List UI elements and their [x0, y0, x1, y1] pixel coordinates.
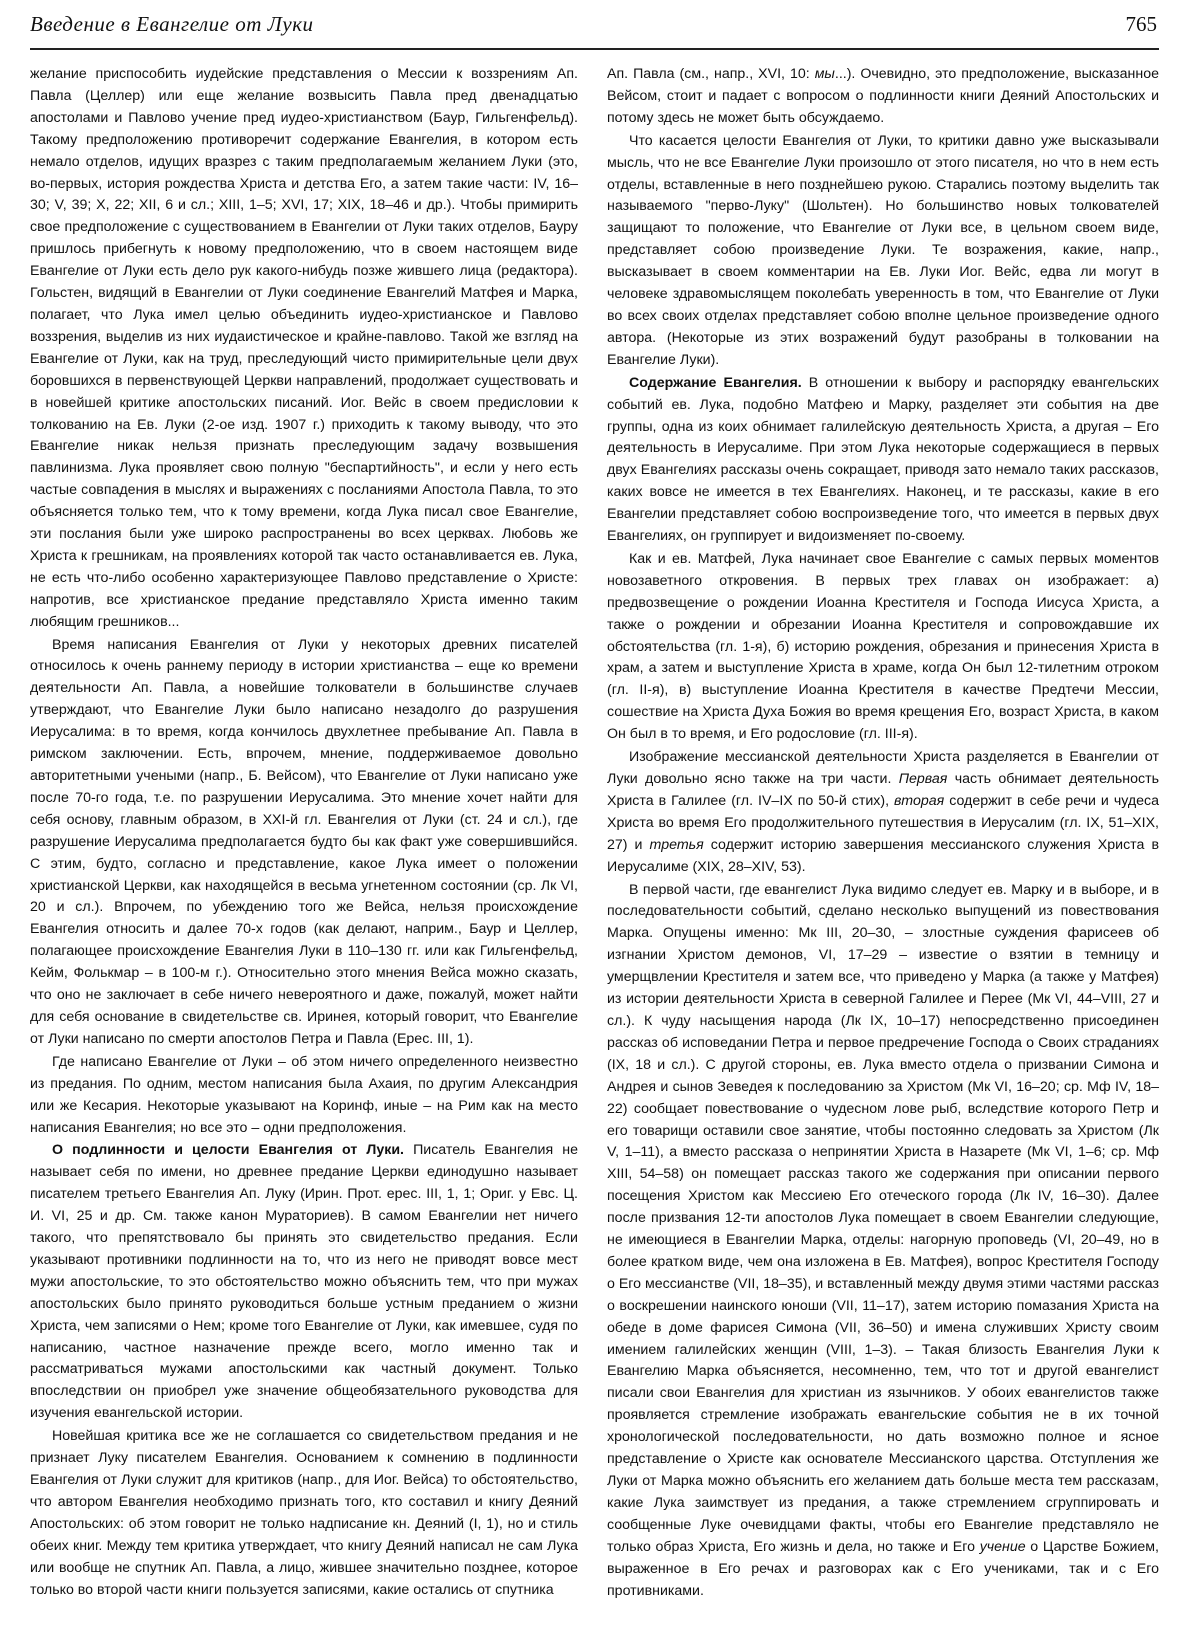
paragraph-text: Изображение мессианской деятельности Христа разделяется в Евангелии от Луки довольно ясно также на три части. — [607, 749, 1159, 787]
paragraph — [607, 373, 1159, 548]
paragraph-text: часть обнимает деятельность Христа в Галилее (гл. IV–IX по 50-й стих), — [607, 771, 1159, 809]
paragraph: Время написания Евангелия от Луки у некоторых древних писателей относилось к очень раннему периоду в истории христианства – еще ко времени деятельности Ап. Павла, а новейшие толкователи в большинстве случаев утверждают, что Евангелие Луки было написано незадолго до разрушения Иерусалима: в то время, когда кончилось двухлетнее пребывание Ап. Павла в римском заключении. Есть, впрочем, мнение, поддерживаемое довольно авторитетными учеными (напр., Б. Вейсом), что Евангелие от Луки написано уже после 70-го года, т.е. по разрушении Иерусалима. Это мнение хочет найти для себя основу, главным образом, в XXI-й гл. Евангелия от Луки (ст. 24 и сл.), где разрушение Иерусалима предполагается будто бы как факт уже совершившийся. С этим, будто, согласно и представление, какое Лука имеет о положении христианской Церкви, как находящейся в весьма угнетенном состоянии (ср. Лк VI, 20 и сл.). Впрочем, по убеждению того же Вейса, нельзя происхождение Евангелия относить и далее 70-х годов (как делают, наприм., Баур и Целлер, полагающее происхождение Евангелия Луки в 110–130 гг. или как Гильгенфельд, Кейм, Фолькмар – в 100-м г.). Относительно этого мнения Вейса можно сказать, что оно не заключает в себе ничего невероятного и даже, пожалуй, может найти для себя основание в свидетельстве св. Иринея, который говорит, что Евангелие от Луки написано по смерти апостолов Петра и Павла (Ерес. III, 1). — [30, 636, 578, 1047]
paragraph-text: Писатель Евангелия не называет себя по имени, но древнее предание Церкви единодушно называет писателем третьего Евангелия Ап. Луку (Ирин. Прот. ерес. III, 1, 1; Ориг. у Евс. Ц. И. VI, 25 и др. См. также канон Мураториев). В самом Евангелии нет ничего такого, что препятствовало бы принять это свидетельство предания. Если указывают противники подлинности на то, что из него не приводят вовсе мест мужи апостольские, то это обстоятельство можно объяснить тем, что при мужах апостольских было принято руководиться больше устным преданием о жизни Христа, чем записями о Нем; кроме того Евангелие от Луки, как имевшее, судя по написанию, частное назначение прежде всего, могло именно так и рассматриваться мужами апостольскими как частный документ. Только впоследствии он приобрел уже значение общеобязательного руководства для изучения евангельской истории. — [30, 1142, 578, 1422]
paragraph — [607, 64, 1159, 130]
paragraph: Как и ев. Матфей, Лука начинает свое Евангелие с самых первых моментов новозаветного откровения. В первых трех главах он изображает: а) предвозвещение о рождении Иоанна Крестителя и Господа Иисуса Христа, а также о рождении и обрезании Иоанна Крестителя и сопровождавшие их обстоятельства (гл. 1-я), б) историю рождения, обрезания и принесения Христа в храм, а затем и выступление Христа в храме, когда Он был 12-тилетним отроком (гл. II-я), в) выступление Иоанна Крестителя в качестве Предтечи Мессии, сошествие на Христа Духа Божия во время крещения Его, возраст Христа, в каком Он был в то время, и Его родословие (гл. III-я). — [607, 550, 1159, 743]
emphasis: мы — [814, 66, 835, 82]
paragraph: Где написано Евангелие от Луки – об этом ничего определенного неизвестно из предания. По одним, местом написания была Ахаия, по другим Александрия или же Кесария. Некоторые указывают на Коринф, иные – на Рим как на место написания Евангелия; но все это – одни предположения. — [30, 1053, 578, 1136]
left-column — [30, 64, 578, 1601]
paragraph-text: о Царстве Божием, выраженное в Его речах и разговорах как с Его учениками, так и с Его противниками. — [607, 1538, 1159, 1599]
paragraph — [30, 1140, 578, 1425]
running-title: Введение в Евангелие от Луки — [30, 12, 314, 36]
emphasis: Первая — [898, 771, 948, 787]
section-heading: Содержание Евангелия. — [629, 374, 802, 391]
paragraph: Новейшая критика все же не соглашается со свидетельством предания и не признает Луку писателем Евангелия. Основанием к сомнению в подлинности Евангелия от Луки служит для критиков (напр., для Иог. Вейса) то обстоятельство, что автором Евангелия необходимо признать того, кто составил и книгу Деяний Апостольских: об этом говорит не только надписание кн. Деяний (I, 1), но и стиль обеих книг. Между тем критика утверждает, что книгу Деяний написал не сам Лука или вообще не спутник Ап. Павла, а лицо, жившее значительно позднее, которое только во второй части книги пользуется записями, какие остались от спутника — [30, 1428, 578, 1598]
page-header — [30, 12, 1159, 50]
paragraph-text: В первой части, где евангелист Лука видимо следует ев. Марку и в выборе, и в последовательности событий, сделано несколько выпущений из повествования Марка. Опущены именно: Мк III, 20–30, – злостные суждения фарисеев об изгнании Христом демонов, VI, 17–29 – известие о взятии в темницу и умерщвлении Крестителя и затем все, что приведено у Марка (а также у Матфея) из истории деятельности Христа в северной Галилее и Перее (Мк VI, 44–VIII, 27 и сл.). К чуду насыщения народа (Лк IX, 10–17) непосредственно присоединен рассказ об исповедании Петра и первое предречение Господа о Своих страданиях (IX, 18 и сл.). С другой стороны, ев. Лука вместо отдела о призвании Симона и Андрея и сынов Зеведея к последованию за Христом (Мк VI, 16–20; ср. Мф IV, 18–22) сообщает повествование о чудесном лове рыб, вследствие которого Петр и его товарищи оставили свое занятие, чтобы постоянно следовать за Христом (Лк V, 1–11), а вместо рассказа о непринятии Христа в Назарете (Мк VI, 1–6; ср. Мф XIII, 54–58) он помещает рассказ такого же содержания при описании первого посещения Христом как Мессиею Его отеческого города (Лк IV, 16–30). Далее после призвания 12-ти апостолов Лука помещает в своем Евангелии следующие, не имеющиеся в Евангелии Марка, отделы: нагорную проповедь (VI, 20–49, но в более кратком виде, чем она изложена в Ев. Матфея), вопрос Крестителя Господу о Его мессианстве (VII, 18–35), и вставленный между двумя этими частями рассказ о воскрешении наинского юноши (VII, 11–17), затем историю помазания Христа на обеде в доме фарисея Симона (VII, 36–50) и имена служивших Христу своим имением галилейских женщин (VIII, 1–3). – Такая близость Евангелия Луки к Евангелию Марка объясняется, несомненно, тем, что тот и другой евангелист писали свои Евангелия для христиан из язычников. У обоих евангелистов также проявляется стремление изображать евангельские события не в их точной хронологической последовательности, но дать возможно полное и ясное представление о Христе как основателе Мессианского царства. Отступления же Луки от Марка можно объяснить его желанием дать больше места тем рассказам, какие Лука заимствует из предания, а также стремлением сгруппировать и сообщенные Луке очевидцами факты, чтобы его Евангелие представляло не только образ Христа, Его жизнь и дела, но также и Его — [607, 881, 1159, 1555]
paragraph-text: ...). Очевидно, это предположение, высказанное Вейсом, стоит и падает с вопросом о подлинности книги Деяний Апостольских и потому здесь не может быть обсуждаемо. — [607, 66, 1159, 126]
paragraph-text: содержит историю завершения мессианского служения Христа в Иерусалиме (XIX, 28–XIV, 53). — [607, 836, 1159, 875]
emphasis: вторая — [894, 792, 945, 809]
paragraph-text: Ап. Павла (см., напр., XVI, 10: — [607, 66, 815, 82]
page-number: 765 — [1125, 12, 1157, 36]
section-heading: О подлинности и целости Евангелия от Луки. — [52, 1142, 404, 1159]
emphasis: третья — [649, 836, 704, 853]
paragraph-text: В отношении к выбору и распорядку евангельских событий ев. Лука, подобно Матфею и Марку, разделяет эти события на две группы, одна из коих обнимает галилейскую деятельность Христа, а другая – Его деятельность в Иерусалиме. При этом Лука некоторые содержащиеся в первых двух Евангелиях рассказы очень сокращает, приводя зато немало таких рассказов, каких вовсе не имеется в тех Евангелиях. Наконец, и те рассказы, какие в его Евангелии представляет собою воспроизведение того, что имеется в первых двух Евангелиях, он группирует и видоизменяет по-своему. — [607, 374, 1160, 545]
right-column — [607, 64, 1159, 1602]
paragraph: Что касается целости Евангелия от Луки, то критики давно уже высказывали мысль, что не все Евангелие Луки произошло от этого писателя, но что в нем есть отделы, вставленные в него позднейшею рукою. Старались поэтому выделить так называемого "перво-Луку" (Шольтен). Но большинство новых толкователей защищают то положение, что Евангелие от Луки все, в цельном своем виде, представляет собою произведение Луки. Те возражения, какие, напр., высказывает в своем комментарии на Ев. Луки Иог. Вейс, едва ли могут в человеке здравомыслящем поколебать уверенность в том, что Евангелие от Луки во всех своих отделах представляет собою вполне цельное произведение одного автора. (Некоторые из этих возражений будут разобраны в толковании на Евангелие Луки). — [607, 132, 1159, 368]
paragraph — [607, 880, 1159, 1603]
paragraph: желание приспособить иудейские представления о Мессии к воззрениям Ап. Павла (Целлер) или еще желание возвысить Павла пред двенадцатью апостолами и Павлово учение пред иудео-христианством (Баур, Гильгенфельд). Такому предположению противоречит содержание Евангелия, в котором есть немало отделов, идущих вразрез с таким предполагаемым желанием Луки (это, во-первых, история рождества Христа и детства Его, а затем такие части: IV, 16–30; V, 39; X, 22; XII, 6 и сл.; XIII, 1–5; XVI, 17; XIX, 18–46 и др.). Чтобы примирить свое предположение с существованием в Евангелии от Луки таких отделов, Бауру пришлось прибегнуть к новому предположению, что в своем настоящем виде Евангелие от Луки есть дело рук какого-нибудь позже жившего лица (редактора). Гольстен, видящий в Евангелии от Луки соединение Евангелий Матфея и Марка, полагает, что Лука имел целью объединить иудео-христианское и Павлово воззрения, выделив из них иудаистическое и крайне-павлово. Такой же взгляд на Евангелие от Луки, как на труд, преследующий чисто примирительные цели двух боровшихся в первенствующей Церкви направлений, продолжает существовать и в новейшей критике апостольских писаний. Иог. Вейс в своем предисловии к толкованию на Ев. Луки (2-ое изд. 1907 г.) приходить к такому выводу, что это Евангелие никак нельзя признать преследующим задачу возвышения павлинизма. Лука проявляет свою полную "беспартийность", и если у него есть частые совпадения в мыслях и выражениях с посланиями Апостола Павла, то это объясняется только тем, что к тому времени, когда Лука писал свое Евангелие, эти послания были уже широко распространены во всех церквах. Любовь же Христа к грешникам, на проявлениях которой так часто останавливается ев. Лука, не есть что-либо особенно характеризующее Павлово представление о Христе: напротив, все христианское предание представляло Христа именно таким любящим грешников... — [30, 66, 578, 630]
emphasis: учение — [979, 1538, 1026, 1555]
paragraph-text: содержит в себе речи и чудеса Христа во время Его продолжительного путешествия в Иерусалим (гл. IX, 51–XIX, 27) и — [607, 792, 1159, 853]
paragraph — [607, 747, 1159, 878]
